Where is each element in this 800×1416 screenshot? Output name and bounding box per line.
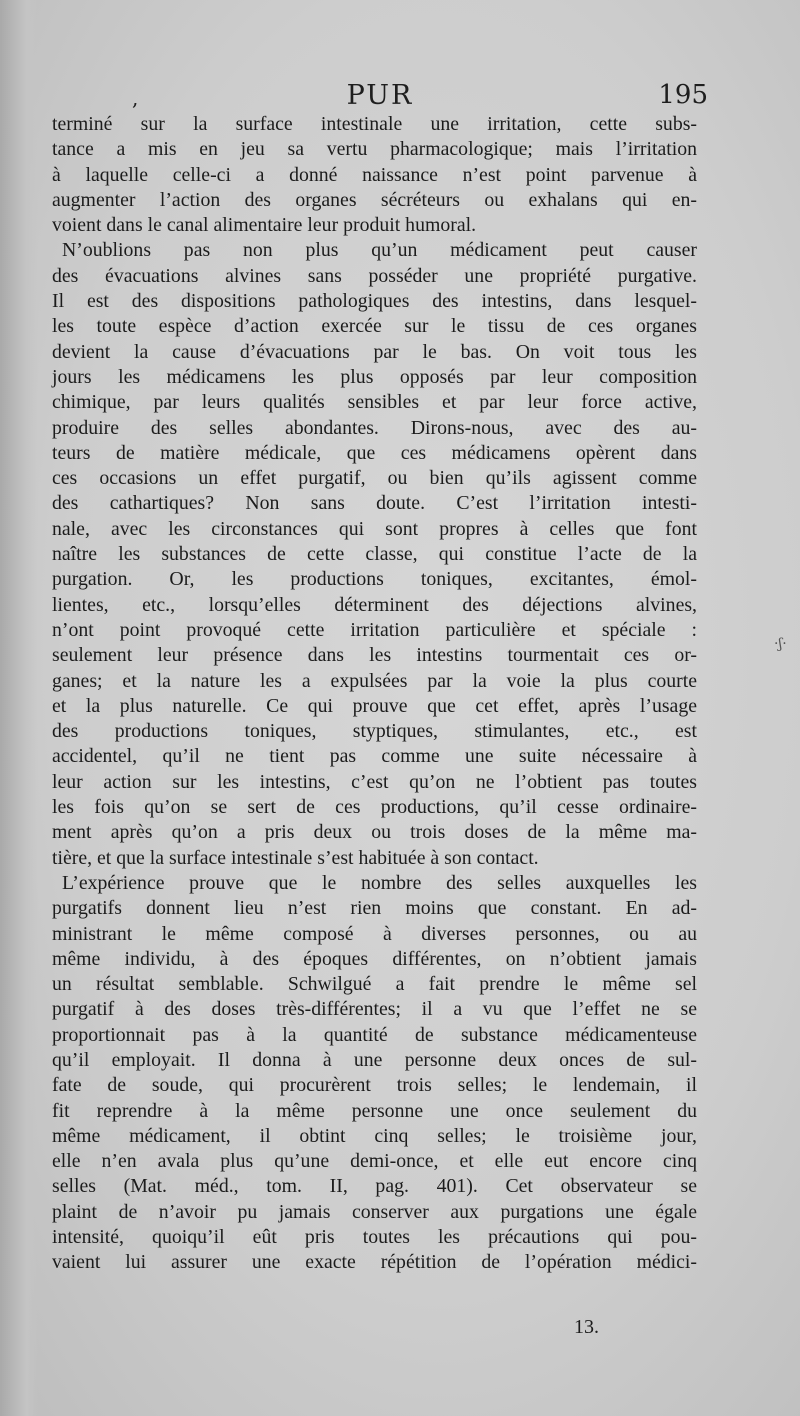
page-number: 195: [658, 80, 708, 110]
text-line: Il est des dispositions pathologiques des intestins, dans lesquel-: [52, 290, 697, 313]
text-line: leur action sur les intestins, c’est qu’on ne l’obtient pas toutes: [52, 770, 697, 793]
text-line: purgatif à des doses très-différentes; il a vu que l’effet ne se: [52, 998, 697, 1021]
text-line: plaint de n’avoir pu jamais conserver aux purgations une égale: [52, 1200, 697, 1223]
header-mark: ,: [132, 86, 139, 110]
text-line: proportionnait pas à la quantité de substance médicamenteuse: [52, 1023, 697, 1046]
text-line: ment après qu’on a pris deux ou trois doses de la même ma-: [52, 821, 697, 844]
text-line: ces occasions un effet purgatif, ou bien qu’ils agissent comme: [52, 467, 697, 490]
text-line: chimique, par leurs qualités sensibles et par leur force active,: [52, 391, 697, 414]
text-line: lientes, etc., lorsqu’elles déterminent des déjections alvines,: [52, 593, 697, 616]
text-line: ganes; et la nature les a expulsées par la voie la plus courte: [52, 669, 697, 692]
text-line: les fois qu’on se sert de ces productions, qu’il cesse ordinaire-: [52, 796, 697, 819]
text-line: les toute espèce d’action exercée sur le tissu de ces organes: [52, 315, 697, 338]
text-line: produire des selles abondantes. Dirons-nous, avec des au-: [52, 416, 697, 439]
text-line: tance a mis en jeu sa vertu pharmacologique; mais l’irritation: [52, 138, 697, 161]
text-line: ministrant le même composé à diverses personnes, ou au: [52, 922, 697, 945]
text-line: même médicament, il obtint cinq selles; le troisième jour,: [52, 1124, 697, 1147]
text-line: accidentel, qu’il ne tient pas comme une suite nécessaire à: [52, 745, 697, 768]
text-line: purgation. Or, les productions toniques, excitantes, émol-: [52, 568, 697, 591]
text-line: qu’il employait. Il donna à une personne deux onces de sul-: [52, 1048, 697, 1071]
running-title: PUR: [346, 80, 414, 111]
text-body: [52, 112, 697, 1276]
text-line: fit reprendre à la même personne une once seulement du: [52, 1099, 697, 1122]
text-line: n’ont point provoqué cette irritation particulière et spéciale :: [52, 618, 697, 641]
signature-mark: 13.: [574, 1316, 599, 1338]
text-line: un résultat semblable. Schwilgué a fait prendre le même sel: [52, 973, 697, 996]
text-line: voient dans le canal alimentaire leur produit humoral.: [52, 214, 477, 237]
text-line: jours les médicamens les plus opposés par leur composition: [52, 365, 697, 388]
text-line: selles (Mat. méd., tom. II, pag. 401). Cet observateur se: [52, 1175, 697, 1198]
margin-mark: ·ʃ·: [774, 636, 787, 652]
text-line: naître les substances de cette classe, qui constitue l’acte de la: [52, 543, 697, 566]
text-line: purgatifs donnent lieu n’est rien moins que constant. En ad-: [52, 897, 697, 920]
text-line: des productions toniques, styptiques, stimulantes, etc., est: [52, 720, 697, 743]
text-line: intensité, quoiqu’il eût pris toutes les précautions qui pou-: [52, 1226, 697, 1249]
running-header: [52, 80, 708, 114]
text-line: vaient lui assurer une exacte répétition de l’opération médici-: [52, 1251, 697, 1274]
text-line: seulement leur présence dans les intestins tourmentait ces or-: [52, 644, 697, 667]
text-line: elle n’en avala plus qu’une demi-once, et elle eut encore cinq: [52, 1150, 697, 1173]
text-line: à laquelle celle-ci a donné naissance n’est point parvenue à: [52, 163, 697, 186]
text-line: des évacuations alvines sans posséder une propriété purgative.: [52, 264, 697, 287]
text-line: teurs de matière médicale, que ces médicamens opèrent dans: [52, 441, 697, 464]
text-line: terminé sur la surface intestinale une irritation, cette subs-: [52, 113, 697, 135]
text-line: fate de soude, qui procurèrent trois selles; le lendemain, il: [52, 1074, 697, 1097]
text-line: augmenter l’action des organes sécréteurs ou exhalans qui en-: [52, 188, 697, 211]
text-line: même individu, à des époques différentes, on n’obtient jamais: [52, 947, 697, 970]
text-line: N’oublions pas non plus qu’un médicament peut causer: [62, 239, 697, 262]
text-line: L’expérience prouve que le nombre des selles auxquelles les: [62, 871, 697, 894]
book-gutter-shadow: [0, 0, 38, 1416]
text-line: des cathartiques? Non sans doute. C’est l’irritation intesti-: [52, 492, 697, 515]
text-line: tière, et que la surface intestinale s’est habituée à son contact.: [52, 846, 539, 869]
text-line: devient la cause d’évacuations par le bas. On voit tous les: [52, 340, 697, 363]
text-line: nale, avec les circonstances qui sont propres à celles que font: [52, 517, 697, 540]
text-line: et la plus naturelle. Ce qui prouve que cet effet, après l’usage: [52, 694, 697, 717]
